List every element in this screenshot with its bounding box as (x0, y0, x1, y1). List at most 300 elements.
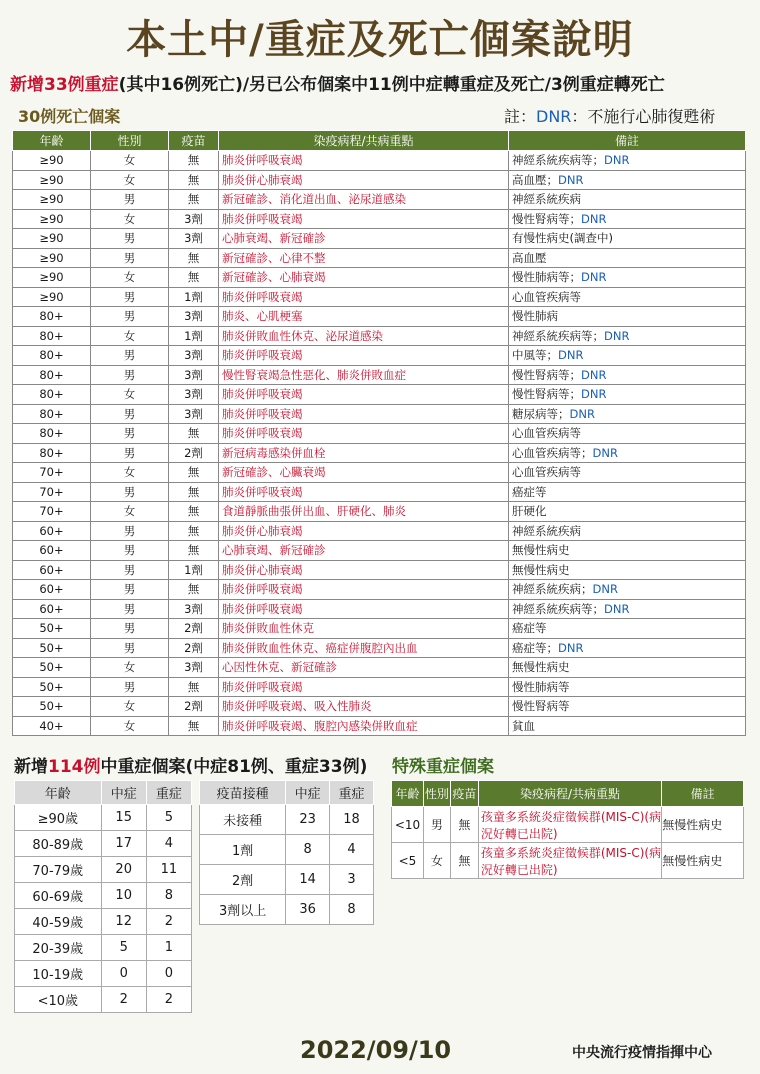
age-cell: 60+ (13, 599, 91, 619)
table-row (13, 716, 746, 736)
table-row (13, 521, 746, 541)
table-row (13, 385, 746, 405)
table-cell: 70-79歲 (15, 857, 102, 883)
remark-cell (509, 229, 746, 249)
age-table (14, 780, 192, 1013)
vaccine-cell: 3劑 (169, 365, 219, 385)
disease-cell: 新冠確診、心律不整 (219, 248, 509, 268)
age-cell: 50+ (13, 638, 91, 658)
col-header: 備註 (662, 781, 744, 807)
remark-text: 慢性腎病等 (512, 699, 570, 714)
age-cell: ≥90 (13, 170, 91, 190)
remark-cell (509, 521, 746, 541)
subtitle (10, 70, 665, 95)
remark-text: 無慢性病史 (512, 562, 570, 577)
vaccine-cell: 無 (169, 463, 219, 483)
table-row (13, 229, 746, 249)
remark-text: 糖尿病等； (512, 406, 570, 421)
sex-cell: 男 (91, 346, 169, 366)
remark-cell (509, 365, 746, 385)
sex-cell: 男 (91, 404, 169, 424)
disease-cell: 肺炎併呼吸衰竭 (219, 599, 509, 619)
disease-cell: 肺炎併呼吸衰竭 (219, 385, 509, 405)
table-cell: 1劑 (200, 835, 286, 865)
remark-text: 心血管疾病等 (512, 465, 581, 480)
remark-cell (509, 541, 746, 561)
disease-cell: 心肺衰竭、新冠確診 (219, 229, 509, 249)
table-cell: 3劑以上 (200, 895, 286, 925)
age-cell: 70+ (13, 482, 91, 502)
table-row (13, 541, 746, 561)
table-cell: 2 (146, 909, 191, 935)
col-header: 年齡 (392, 781, 424, 807)
sex-cell: 男 (91, 248, 169, 268)
table-row (13, 443, 746, 463)
remark-text: 神經系統疾病 (512, 523, 581, 538)
sex-cell: 男 (91, 541, 169, 561)
remark-cell (509, 307, 746, 327)
disease-cell: 肺炎併心肺衰竭 (219, 560, 509, 580)
subtitle-rest: (其中16例死亡)/另已公布個案中11例中症轉重症及死亡/3例重症轉死亡 (118, 75, 665, 95)
table-row (392, 843, 744, 879)
remark-text: 慢性肺病等 (512, 679, 570, 694)
disease-cell: 肺炎併敗血性休克、癌症併腹腔內出血 (219, 638, 509, 658)
table-row (15, 857, 192, 883)
remark-text: 貧血 (512, 718, 535, 733)
remark-cell (509, 151, 746, 171)
remark-text: 慢性腎病等； (512, 387, 581, 402)
remark-text: 神經系統疾病； (512, 582, 593, 597)
vaccine-cell: 2劑 (169, 638, 219, 658)
table-cell: 女 (423, 843, 450, 879)
disease-cell: 肺炎併心肺衰竭 (219, 521, 509, 541)
vaccine-cell: 2劑 (169, 443, 219, 463)
remark-cell (509, 580, 746, 600)
vaccine-cell: 無 (169, 580, 219, 600)
remark-cell (509, 268, 746, 288)
sex-cell: 男 (91, 521, 169, 541)
table-cell: 3 (330, 865, 374, 895)
sex-cell: 女 (91, 697, 169, 717)
dnr-tag: DNR (558, 172, 584, 187)
table-row (15, 961, 192, 987)
remark-text: 高血壓 (512, 250, 547, 265)
disease-cell: 肺炎併呼吸衰竭、吸入性肺炎 (219, 697, 509, 717)
remark-text: 心血管疾病等 (512, 426, 581, 441)
table-row (392, 807, 744, 843)
table-cell: 2 (146, 987, 191, 1013)
age-cell: ≥90 (13, 287, 91, 307)
sex-cell: 女 (91, 268, 169, 288)
disease-cell: 新冠確診、消化道出血、泌尿道感染 (219, 190, 509, 210)
table-cell: 8 (146, 883, 191, 909)
table-cell: 10-19歲 (15, 961, 102, 987)
sex-cell: 女 (91, 658, 169, 678)
new-heading-count: 114例 (48, 757, 101, 777)
remark-text: 高血壓； (512, 172, 558, 187)
col-header: 染疫病程/共病重點 (478, 781, 661, 807)
sex-cell: 女 (91, 385, 169, 405)
table-cell: 5 (101, 935, 146, 961)
disease-cell: 肺炎、心肌梗塞 (219, 307, 509, 327)
sex-cell: 男 (91, 560, 169, 580)
vaccine-cell: 無 (169, 151, 219, 171)
table-cell: <10歲 (15, 987, 102, 1013)
table-cell: 0 (146, 961, 191, 987)
remark-cell (509, 346, 746, 366)
vaccine-cell: 3劑 (169, 385, 219, 405)
remark-cell (509, 170, 746, 190)
table-row (13, 619, 746, 639)
col-header: 中症 (286, 781, 330, 805)
age-cell: 80+ (13, 385, 91, 405)
age-cell: 40+ (13, 716, 91, 736)
age-cell: ≥90 (13, 268, 91, 288)
disease-cell: 肺炎併呼吸衰竭 (219, 424, 509, 444)
table-cell: 40-59歲 (15, 909, 102, 935)
disease-cell: 肺炎併敗血性休克、泌尿道感染 (219, 326, 509, 346)
remark-text: 無慢性病史 (512, 543, 570, 558)
age-cell: ≥90 (13, 229, 91, 249)
vaccine-cell: 3劑 (169, 658, 219, 678)
remark-text: 有慢性病史(調查中) (512, 231, 613, 246)
vaccine-cell: 無 (169, 248, 219, 268)
vaccine-cell: 3劑 (169, 209, 219, 229)
table-row (13, 599, 746, 619)
table-row (13, 248, 746, 268)
sex-cell: 女 (91, 326, 169, 346)
table-cell: 5 (146, 805, 191, 831)
sex-cell: 女 (91, 209, 169, 229)
disease-cell: 肺炎併呼吸衰竭 (219, 209, 509, 229)
table-row (13, 560, 746, 580)
vaccine-cell: 無 (169, 170, 219, 190)
remark-cell (509, 190, 746, 210)
special-cases-table (391, 780, 744, 879)
table-row (15, 883, 192, 909)
table-cell: 無 (450, 807, 478, 843)
col-header: 重症 (330, 781, 374, 805)
table-cell: 8 (330, 895, 374, 925)
table-row (15, 987, 192, 1013)
deaths-table (12, 130, 746, 736)
vaccine-cell: 無 (169, 502, 219, 522)
new-cases-heading (14, 752, 367, 777)
table-cell: ≥90歲 (15, 805, 102, 831)
age-cell: 60+ (13, 560, 91, 580)
table-cell: 18 (330, 805, 374, 835)
table-row (200, 805, 374, 835)
table-cell: 未接種 (200, 805, 286, 835)
table-cell: 60-69歲 (15, 883, 102, 909)
vaccine-cell: 無 (169, 190, 219, 210)
disease-cell: 新冠確診、心肺衰竭 (219, 268, 509, 288)
disease-cell: 肺炎併呼吸衰竭、腹腔內感染併敗血症 (219, 716, 509, 736)
vaccine-cell: 3劑 (169, 404, 219, 424)
special-heading: 特殊重症個案 (392, 757, 494, 777)
age-cell: 80+ (13, 307, 91, 327)
table-row (13, 482, 746, 502)
age-cell: 50+ (13, 677, 91, 697)
table-cell: 20-39歲 (15, 935, 102, 961)
sex-cell: 女 (91, 170, 169, 190)
vaccine-cell: 1劑 (169, 560, 219, 580)
remark-cell (509, 619, 746, 639)
vaccine-cell: 無 (169, 268, 219, 288)
note-code: DNR (536, 107, 572, 126)
table-row (13, 677, 746, 697)
remark-cell (509, 638, 746, 658)
age-cell: 70+ (13, 463, 91, 483)
table-row (13, 209, 746, 229)
age-cell: 80+ (13, 326, 91, 346)
col-header: 性別 (423, 781, 450, 807)
age-cell: ≥90 (13, 209, 91, 229)
remark-cell (509, 209, 746, 229)
table-cell: 無慢性病史 (662, 807, 744, 843)
vaccine-cell: 無 (169, 677, 219, 697)
table-cell: <10 (392, 807, 424, 843)
table-cell: 23 (286, 805, 330, 835)
organization: 中央流行疫情指揮中心 (572, 1045, 712, 1061)
new-heading-p1: 新增 (14, 757, 48, 777)
age-cell: ≥90 (13, 248, 91, 268)
remark-text: 神經系統疾病 (512, 192, 581, 207)
remark-text: 神經系統疾病等； (512, 601, 604, 616)
disease-cell: 食道靜脈曲張併出血、肝硬化、肺炎 (219, 502, 509, 522)
remark-text: 慢性腎病等； (512, 211, 581, 226)
age-cell: ≥90 (13, 151, 91, 171)
sex-cell: 男 (91, 638, 169, 658)
remark-text: 神經系統疾病等； (512, 153, 604, 168)
disease-cell: 肺炎併敗血性休克 (219, 619, 509, 639)
disease-cell: 肺炎併呼吸衰竭 (219, 677, 509, 697)
dnr-tag: DNR (581, 367, 607, 382)
table-cell: 10 (101, 883, 146, 909)
table-row (13, 463, 746, 483)
table-cell: 4 (330, 835, 374, 865)
disease-cell: 肺炎併心肺衰竭 (219, 170, 509, 190)
disease-cell: 肺炎併呼吸衰竭 (219, 287, 509, 307)
remark-cell (509, 716, 746, 736)
page-title: 本土中/重症及死亡個案說明 (126, 17, 634, 63)
dnr-tag: DNR (581, 211, 607, 226)
sex-cell: 男 (91, 424, 169, 444)
remark-text: 慢性肺病 (512, 309, 558, 324)
table-row (15, 805, 192, 831)
age-cell: 80+ (13, 346, 91, 366)
age-cell: 70+ (13, 502, 91, 522)
remark-cell (509, 385, 746, 405)
table-cell: 15 (101, 805, 146, 831)
table-row (13, 151, 746, 171)
remark-text: 無慢性病史 (512, 660, 570, 675)
remark-text: 癌症等 (512, 621, 547, 636)
disease-cell: 肺炎併呼吸衰竭 (219, 482, 509, 502)
table-row (13, 658, 746, 678)
age-cell: ≥90 (13, 190, 91, 210)
table-row (200, 835, 374, 865)
dnr-tag: DNR (592, 582, 618, 597)
sex-cell: 女 (91, 502, 169, 522)
table-cell: 孩童多系統炎症徵候群(MIS-C)(病況好轉已出院) (478, 843, 661, 879)
table-row (200, 865, 374, 895)
dnr-tag: DNR (581, 270, 607, 285)
new-heading-p2: 中重症個案(中症81例、重症33例) (100, 757, 368, 777)
disease-cell: 慢性腎衰竭急性惡化、肺炎併敗血症 (219, 365, 509, 385)
remark-text: 肝硬化 (512, 504, 547, 519)
age-cell: 60+ (13, 521, 91, 541)
dnr-tag: DNR (569, 406, 595, 421)
sex-cell: 男 (91, 580, 169, 600)
remark-cell (509, 424, 746, 444)
sex-cell: 男 (91, 287, 169, 307)
sex-cell: 女 (91, 463, 169, 483)
remark-cell (509, 697, 746, 717)
sex-cell: 男 (91, 677, 169, 697)
remark-text: 慢性腎病等； (512, 367, 581, 382)
disease-cell: 肺炎併呼吸衰竭 (219, 346, 509, 366)
table-row (13, 326, 746, 346)
col-header: 染疫病程/共病重點 (219, 131, 509, 151)
table-cell: 14 (286, 865, 330, 895)
table-cell: 8 (286, 835, 330, 865)
table-cell: 0 (101, 961, 146, 987)
dnr-tag: DNR (558, 640, 584, 655)
note-text: ：不施行心肺復甦術 (571, 107, 716, 126)
table-row (13, 287, 746, 307)
remark-cell (509, 658, 746, 678)
dnr-tag: DNR (604, 601, 630, 616)
table-row (13, 170, 746, 190)
vaccine-cell: 無 (169, 716, 219, 736)
table-row (15, 935, 192, 961)
vaccine-cell: 2劑 (169, 697, 219, 717)
table-row (13, 424, 746, 444)
remark-text: 中風等； (512, 348, 558, 363)
remark-cell (509, 463, 746, 483)
dnr-tag: DNR (592, 445, 618, 460)
table-cell: 孩童多系統炎症徵候群(MIS-C)(病況好轉已出院) (478, 807, 661, 843)
col-header: 重症 (146, 781, 191, 805)
remark-text: 心血管疾病等 (512, 289, 581, 304)
vaccine-cell: 無 (169, 521, 219, 541)
deaths-heading: 30例死亡個案 (18, 107, 121, 126)
sex-cell: 男 (91, 229, 169, 249)
table-row (13, 638, 746, 658)
vaccine-cell: 3劑 (169, 346, 219, 366)
age-cell: 80+ (13, 443, 91, 463)
remark-cell (509, 560, 746, 580)
vaccine-cell: 無 (169, 424, 219, 444)
age-cell: 60+ (13, 580, 91, 600)
remark-text: 神經系統疾病等； (512, 328, 604, 343)
table-cell: 1 (146, 935, 191, 961)
remark-cell (509, 248, 746, 268)
table-row (13, 268, 746, 288)
table-cell: 17 (101, 831, 146, 857)
report-date: 2022/09/10 (300, 1036, 452, 1064)
col-header: 年齡 (15, 781, 102, 805)
sex-cell: 男 (91, 619, 169, 639)
table-row (13, 697, 746, 717)
table-cell: 36 (286, 895, 330, 925)
vaccine-cell: 無 (169, 541, 219, 561)
table-row (13, 307, 746, 327)
subtitle-highlight: 新增33例重症 (10, 75, 119, 95)
col-header: 疫苗接種 (200, 781, 286, 805)
age-cell: 60+ (13, 541, 91, 561)
vaccine-cell: 3劑 (169, 599, 219, 619)
age-cell: 50+ (13, 658, 91, 678)
dnr-note (504, 104, 715, 127)
vaccine-table (199, 780, 374, 925)
table-cell: <5 (392, 843, 424, 879)
table-cell: 2劑 (200, 865, 286, 895)
sex-cell: 男 (91, 443, 169, 463)
col-header: 中症 (101, 781, 146, 805)
dnr-tag: DNR (558, 348, 584, 363)
remark-cell (509, 287, 746, 307)
remark-cell (509, 599, 746, 619)
age-cell: 50+ (13, 619, 91, 639)
sex-cell: 女 (91, 716, 169, 736)
remark-cell (509, 502, 746, 522)
sex-cell: 男 (91, 190, 169, 210)
remark-text: 心血管疾病等； (512, 445, 593, 460)
age-cell: 50+ (13, 697, 91, 717)
table-cell: 男 (423, 807, 450, 843)
disease-cell: 心肺衰竭、新冠確診 (219, 541, 509, 561)
table-row (13, 404, 746, 424)
remark-cell (509, 404, 746, 424)
age-cell: 80+ (13, 404, 91, 424)
vaccine-cell: 1劑 (169, 287, 219, 307)
disease-cell: 肺炎併呼吸衰竭 (219, 580, 509, 600)
sex-cell: 男 (91, 482, 169, 502)
col-header: 性別 (91, 131, 169, 151)
table-cell: 80-89歲 (15, 831, 102, 857)
table-row (15, 831, 192, 857)
col-header: 疫苗 (450, 781, 478, 807)
vaccine-cell: 2劑 (169, 619, 219, 639)
vaccine-cell: 1劑 (169, 326, 219, 346)
table-row (13, 502, 746, 522)
remark-text: 慢性肺病等； (512, 270, 581, 285)
table-row (13, 346, 746, 366)
dnr-tag: DNR (604, 328, 630, 343)
vaccine-cell: 3劑 (169, 229, 219, 249)
dnr-tag: DNR (604, 153, 630, 168)
table-row (13, 190, 746, 210)
note-prefix: 註： (504, 107, 537, 126)
age-cell: 80+ (13, 424, 91, 444)
remark-text: 癌症等； (512, 640, 558, 655)
sex-cell: 男 (91, 599, 169, 619)
sex-cell: 女 (91, 151, 169, 171)
age-cell: 80+ (13, 365, 91, 385)
vaccine-cell: 無 (169, 482, 219, 502)
table-cell: 無慢性病史 (662, 843, 744, 879)
table-cell: 12 (101, 909, 146, 935)
sex-cell: 男 (91, 307, 169, 327)
remark-cell (509, 677, 746, 697)
remark-cell (509, 443, 746, 463)
sex-cell: 男 (91, 365, 169, 385)
table-row (13, 365, 746, 385)
disease-cell: 肺炎併呼吸衰竭 (219, 151, 509, 171)
disease-cell: 心因性休克、新冠確診 (219, 658, 509, 678)
